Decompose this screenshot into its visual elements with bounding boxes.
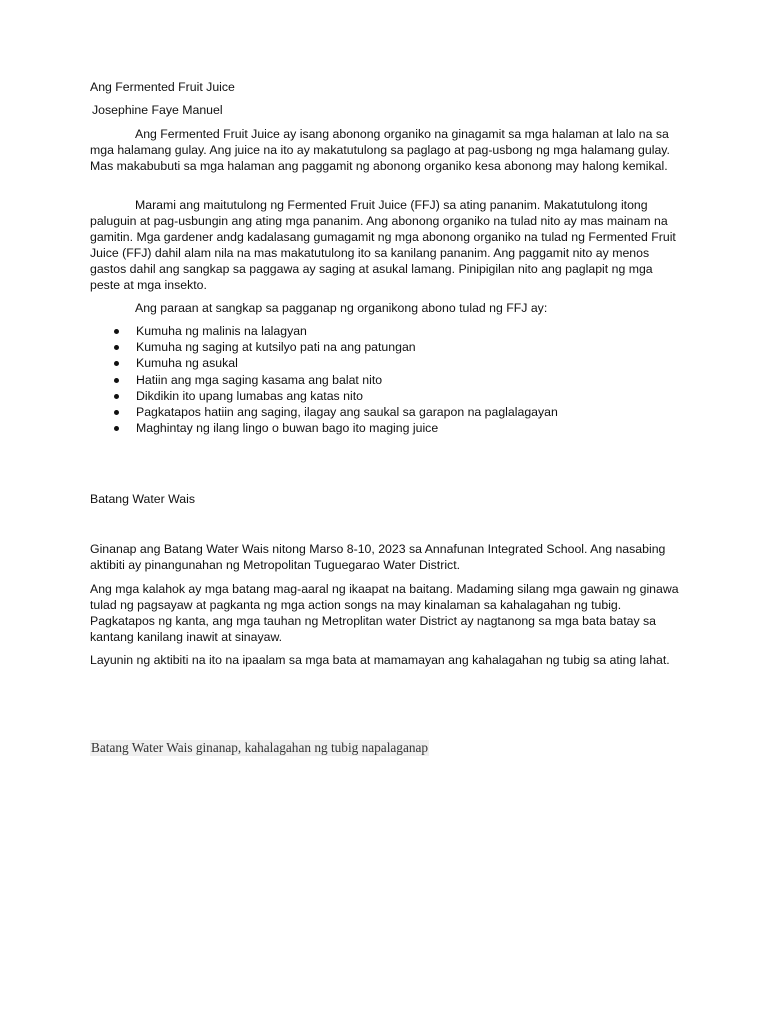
- bullet-icon: [114, 394, 119, 399]
- step-text: Pagkatapos hatiin ang saging, ilagay ang saukal sa garapon na paglalagayan: [136, 404, 558, 419]
- list-item: [90, 372, 682, 388]
- section1-paragraph-2: Marami ang maitutulong ng Fermented Fruit Juice (FFJ) sa ating pananim. Makatutulong itong paluguin at pag-usbungin ang ating mga pananim. Ang abonong organiko na tulad nito ay mas mainam na gamitin. Mga gardener andg kadalasang gumagamit ng mga abonong organiko na tulad ng Fermented Fruit Juice (FFJ) dahil alam nila na mas makatutulong ito sa kanilang pananim. Ang paggamit nito ay menos gastos dahil ang sangkap sa paggawa ay saging at asukal lamang. Pinipigilan nito ang paglapit ng mga peste at mga insekto.: [90, 198, 676, 292]
- bullet-icon: [114, 378, 119, 383]
- list-item: [90, 355, 682, 371]
- author-name: Josephine Faye Manuel: [92, 103, 223, 117]
- list-item: [90, 339, 682, 355]
- bullet-icon: [114, 410, 119, 415]
- section2-paragraph-3: Layunin ng aktibiti na ito na ipaalam sa mga bata at mamamayan ang kahalagahan ng tubig sa ating lahat.: [90, 653, 670, 667]
- list-item: [90, 323, 682, 339]
- list-item: [90, 404, 682, 420]
- step-text: Hatiin ang mga saging kasama ang balat nito: [136, 372, 383, 387]
- section1-paragraph-1: Ang Fermented Fruit Juice ay isang abonong organiko na ginagamit sa mga halaman at lalo na sa mga halamang gulay. Ang juice na ito ay makatutulong sa paglago at pag-usbong ng mga halamang gulay. Mas makabubuti sa mga halaman ang paggamit ng abonong organiko kesa abonong may halong kemikal.: [90, 127, 670, 173]
- section2-paragraph-1: Ginanap ang Batang Water Wais nitong Marso 8-10, 2023 sa Annafunan Integrated School. Ang nasabing aktibiti ay pinangunahan ng Metropolitan Tuguegarao Water District.: [90, 542, 666, 572]
- bullet-icon: [114, 345, 119, 350]
- section2-title: Batang Water Wais: [90, 492, 196, 506]
- bullet-icon: [114, 329, 119, 334]
- list-item: [90, 388, 682, 404]
- step-text: Dikdikin ito upang lumabas ang katas nito: [136, 388, 363, 403]
- bullet-icon: [114, 426, 119, 431]
- step-text: Maghintay ng ilang lingo o buwan bago ito maging juice: [136, 421, 439, 436]
- list-item: [90, 420, 682, 436]
- document-title: Ang Fermented Fruit Juice: [90, 80, 235, 94]
- bullet-icon: [114, 361, 119, 366]
- steps-list: [90, 323, 682, 436]
- step-text: Kumuha ng asukal: [136, 356, 238, 371]
- step-text: Kumuha ng saging at kutsilyo pati na ang patungan: [136, 340, 416, 355]
- section2-caption: Batang Water Wais ginanap, kahalagahan ng tubig napalaganap: [91, 740, 429, 755]
- section2-paragraph-2: Ang mga kalahok ay mga batang mag-aaral ng ikaapat na baitang. Madaming silang mga gawain ng ginawa tulad ng pagsayaw at pagkanta ng mga action songs na may kinalaman sa kahalagahan ng tubig. Pagkatapos ng kanta, ang mga tauhan ng Metroplitan water District ay nagtanong sa mga bata batay sa kantang kanilang inawit at sinayaw.: [90, 582, 679, 644]
- section1-paragraph-3: Ang paraan at sangkap sa pagganap ng organikong abono tulad ng FFJ ay:: [135, 301, 548, 315]
- step-text: Kumuha ng malinis na lalagyan: [136, 324, 307, 338]
